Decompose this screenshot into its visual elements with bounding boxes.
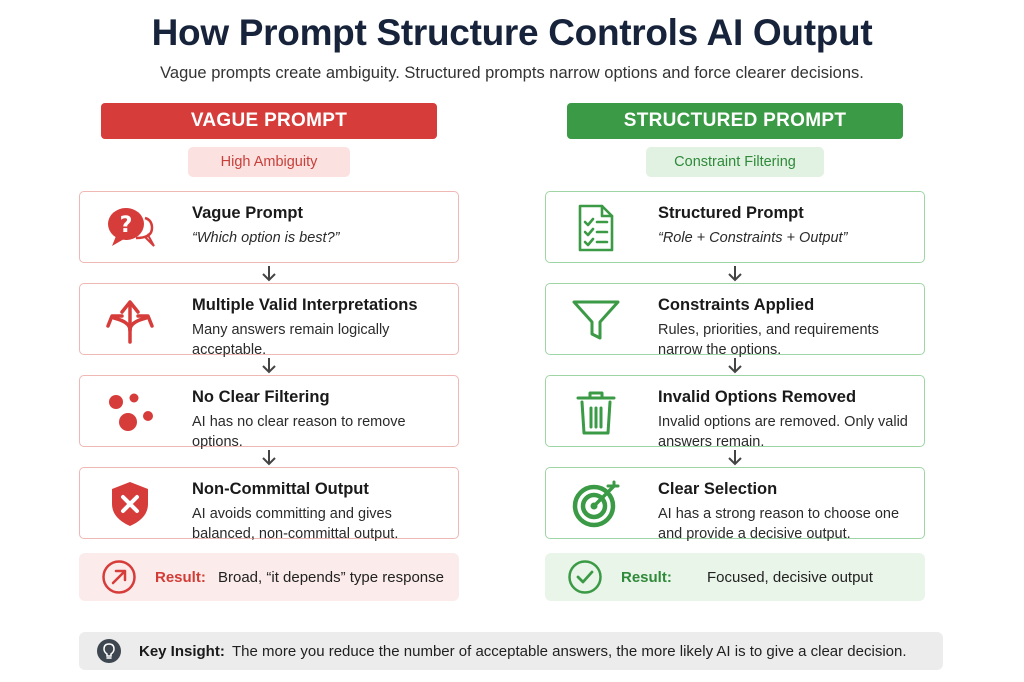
structured-prompt-card [545,191,925,263]
diverging-arrows-icon [102,296,158,344]
down-arrow-icon [79,263,459,283]
card-description: “Which option is best?” [192,230,340,246]
down-arrow-icon [79,355,459,375]
arrow-circle-icon [101,559,137,595]
vague-prompt-banner: VAGUE PROMPT [101,103,437,139]
down-arrow-icon [545,355,925,375]
checklist-document-icon [568,204,624,252]
structured-prompt-banner: STRUCTURED PROMPT [567,103,903,139]
key-insight-bar [79,632,943,670]
card-title: Clear Selection [658,480,778,498]
result-label: Result: [621,569,672,586]
card-title: Non-Committal Output [192,480,369,498]
page-subtitle: Vague prompts create ambiguity. Structured prompts narrow options and force clearer decisions. [160,64,864,82]
vague-prompt-card [79,191,459,263]
structured-result-box [545,553,925,601]
structured-prompt-column [545,103,925,601]
card-description: “Role + Constraints + Output” [658,230,848,246]
scattered-dots-icon [102,388,158,436]
down-arrow-icon [545,447,925,467]
clear-selection-card [545,467,925,542]
card-description: Invalid options are removed. Only valid answers remain. [658,414,908,450]
card-title: Multiple Valid Interpretations [192,296,418,314]
interpretations-card [79,283,459,358]
non-committal-card [79,467,459,542]
vague-prompt-column [79,103,459,601]
card-description: AI has no clear reason to remove options. [192,414,406,450]
result-label: Result: [155,569,206,586]
trash-icon [568,388,624,436]
target-icon [568,480,624,528]
constraints-card [545,283,925,358]
check-circle-icon [567,559,603,595]
page-title: How Prompt Structure Controls AI Output [151,12,873,53]
card-title: Vague Prompt [192,204,303,222]
card-description: AI has a strong reason to choose one and provide a decisive output. [658,506,900,542]
card-title: No Clear Filtering [192,388,330,406]
card-title: Constraints Applied [658,296,815,314]
lightbulb-icon [97,639,121,663]
constraint-filtering-pill: Constraint Filtering [646,147,824,177]
result-text: Focused, decisive output [707,569,873,586]
high-ambiguity-pill: High Ambiguity [188,147,350,177]
down-arrow-icon [545,263,925,283]
shield-x-icon [102,480,158,528]
down-arrow-icon [79,447,459,467]
insight-label: Key Insight: [139,643,225,660]
card-description: Rules, priorities, and requirements narrow the options. [658,322,879,358]
question-bubble-icon [102,204,158,252]
invalid-removed-card [545,375,925,450]
card-title: Invalid Options Removed [658,388,857,406]
card-description: Many answers remain logically acceptable. [192,322,390,358]
card-description: AI avoids committing and gives balanced, non-committal output. [192,506,399,542]
vague-result-box [79,553,459,601]
card-title: Structured Prompt [658,204,804,222]
funnel-icon [568,296,624,344]
svg-text:?: ? [119,213,133,238]
no-filtering-card [79,375,459,450]
result-text: Broad, “it depends” type response [218,569,444,586]
insight-text: The more you reduce the number of acceptable answers, the more likely AI is to give a clear decision. [232,643,907,660]
